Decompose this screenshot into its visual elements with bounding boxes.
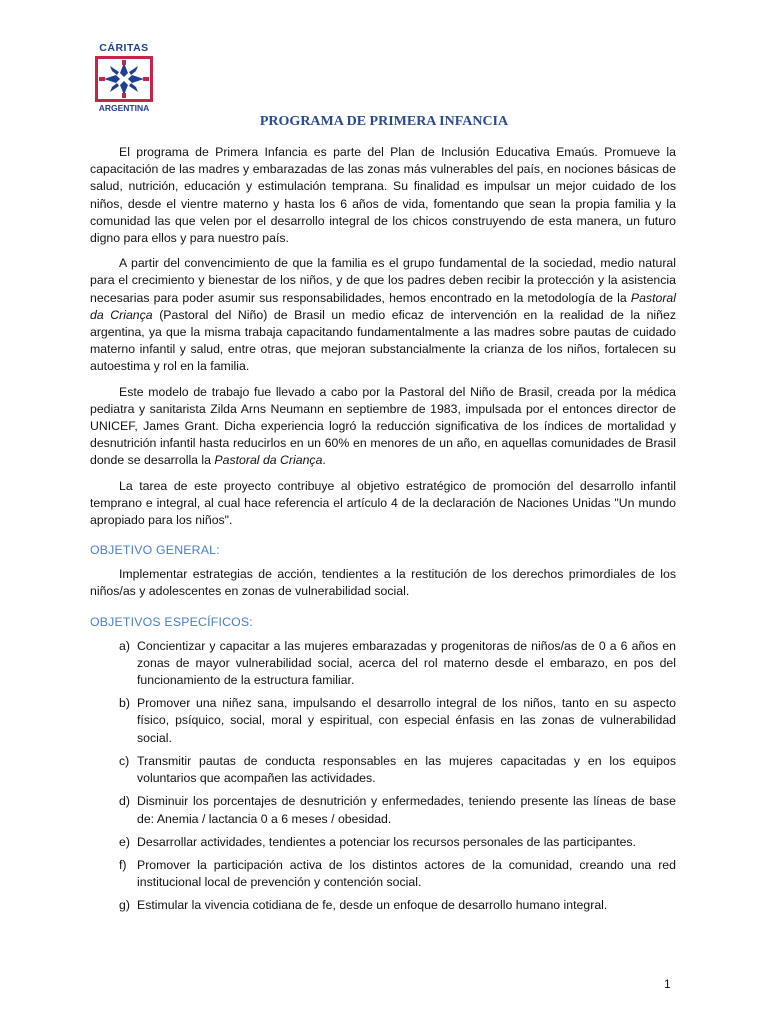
objetivo-general-heading: OBJETIVO GENERAL: xyxy=(90,543,220,558)
objective-marker: a) xyxy=(119,638,130,653)
objective-marker: c) xyxy=(119,753,130,768)
objective-item xyxy=(90,695,676,747)
page-title: PROGRAMA DE PRIMERA INFANCIA xyxy=(259,114,509,129)
objective-text: Transmitir pautas de conducta responsables en las mujeres capacitadas y en los equipos voluntarios que acompañen las actividades. xyxy=(137,753,676,786)
objective-text: Disminuir los porcentajes de desnutrición y enfermedades, teniendo presente las líneas de base de: Anemia / lactancia 0 a 6 meses / obesidad. xyxy=(137,794,676,826)
objective-marker: d) xyxy=(119,794,130,809)
objetivos-especificos-heading: OBJETIVOS ESPECÍFICOS: xyxy=(90,614,253,629)
objective-text: Promover una niñez sana, impulsando el desarrollo integral de los niños, tanto en su aspecto físico, psíquico, social, moral y espiritual, con especial énfasis en las zonas de vulnerabilidad social. xyxy=(137,696,676,745)
objective-item xyxy=(90,834,676,851)
objective-marker: e) xyxy=(119,834,130,849)
objective-item xyxy=(90,857,676,891)
paragraph-model xyxy=(90,384,676,470)
logo-bottom-text: ARGENTINA xyxy=(98,103,150,113)
paragraph-model-text-a: Este modelo de trabajo fue llevado a cabo por la Pastoral del Niño de Brasil, creada por la médica pediatra y sanitarista Zilda Arns Neumann en septiembre de 1983, impulsada por el entonces director de UNICEF, James Grant. Dicha experiencia logró la reducción significativa de los índices de mortalidad y desnutrición infantil hasta reducirlos en un 60% en menores de un año, en aquellas comunidades de Brasil donde se desarrolla la xyxy=(90,384,676,468)
objectives-list xyxy=(90,638,676,915)
objetivo-general-text: Implementar estrategias de acción, tendientes a la restitución de los derechos primordiales de los niños/as y adolescentes en zonas de vulnerabilidad social. xyxy=(90,567,676,599)
paragraph-family xyxy=(90,255,676,375)
document-body xyxy=(90,144,676,921)
objective-marker: f) xyxy=(119,857,127,872)
paragraph-contribution: La tarea de este proyecto contribuye al objetivo estratégico de promoción del desarrollo infantil temprano e integral, al cual hace referencia el artículo 4 de la declaración de Naciones Unidas "Un mundo apropiado para los niños". xyxy=(90,478,676,528)
page-number: 1 xyxy=(664,977,671,991)
pastoral-name-emphasis: Pastoral da Criança xyxy=(90,290,676,322)
paragraph-family-text-a: A partir del convencimiento de que la familia es el grupo fundamental de la sociedad, medio natural para el crecimiento y bienestar de los niños, y de que los padres deben recibir la protección y la asistencia necesarias para poder asumir sus responsabilidades, hemos encontrado en la metodología de la xyxy=(90,256,676,305)
objective-item xyxy=(90,793,676,827)
objective-item xyxy=(90,753,676,787)
paragraph-family-text-b: (Pastoral del Niño) de Brasil un medio eficaz de intervención en la realidad de la niñez argentina, ya que la misma trabaja capacitando fundamentalmente a las madres sobre pautas de cuidado materno infantil y salud, entre otras, que mejoran substancialmente la crianza de los niños, fortalecen su autoestima y rol en la familia. xyxy=(90,307,676,374)
caritas-logo xyxy=(93,42,155,113)
paragraph-intro: El programa de Primera Infancia es parte del Plan de Inclusión Educativa Emaús. Promueve la capacitación de las madres y embarazadas de las zonas más vulnerables del país, en nociones básicas de salud, nutrición, educación y estimulación temprana. Su finalidad es impulsar un mejor cuidado de los niños, desde el vientre materno y hasta los 6 años de vida, fomentando que sean la propia familia y la comunidad las que velen por el desarrollo integral de los chicos construyendo de esta manera, un futuro digno para ellos y para nuestro país. xyxy=(90,145,676,246)
objective-text: Concientizar y capacitar a las mujeres embarazadas y progenitoras de niños/as de 0 a 6 años en zonas de mayor vulnerabilidad social, acerca del rol materno desde el embarazo, en pos del funcionamiento de la estructura familiar. xyxy=(137,638,676,688)
objective-text: Estimular la vivencia cotidiana de fe, desde un enfoque de desarrollo humano integral. xyxy=(137,898,608,913)
caritas-cross-icon xyxy=(95,56,153,102)
logo-top-text: CÁRITAS xyxy=(99,42,149,54)
pastoral-name-emphasis-2: Pastoral da Criança xyxy=(214,453,323,468)
objective-item xyxy=(90,897,676,914)
objective-marker: b) xyxy=(119,696,130,711)
objective-marker: g) xyxy=(119,898,130,913)
objective-item xyxy=(90,638,676,690)
objective-text: Desarrollar actividades, tendientes a potenciar los recursos personales de las participantes. xyxy=(137,834,636,849)
paragraph-model-text-b: . xyxy=(322,453,326,468)
objective-text: Promover la participación activa de los distintos actores de la comunidad, creando una red institucional local de prevención y contención social. xyxy=(137,857,676,890)
